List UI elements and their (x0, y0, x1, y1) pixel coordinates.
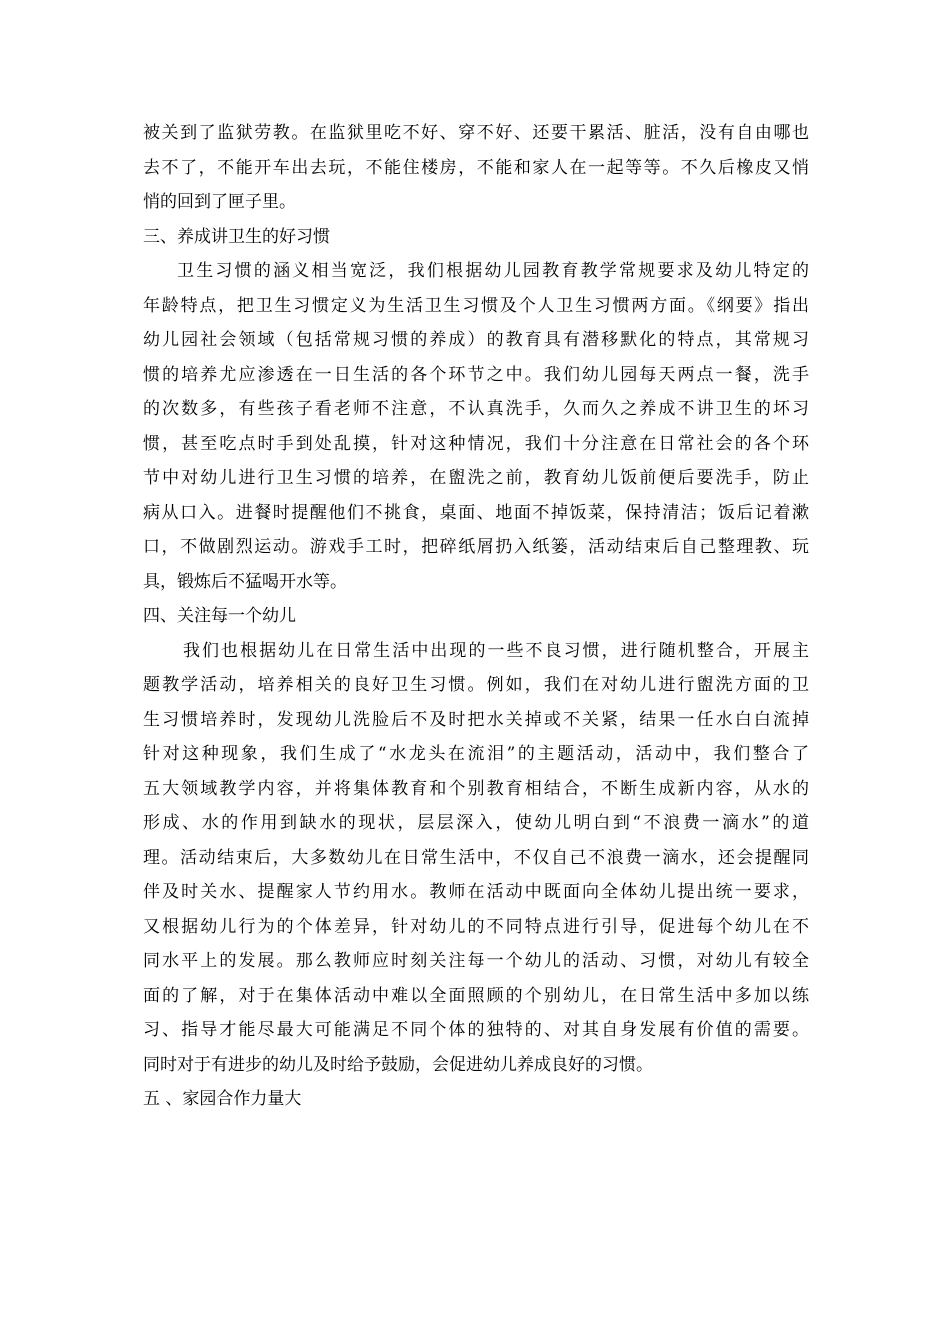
paragraph-line: 具，锻炼后不猛喝开水等。 (143, 571, 347, 592)
paragraph-line: 同时对于有进步的幼儿及时给予鼓励，会促进幼儿养成良好的习惯。 (143, 1054, 653, 1075)
paragraph-line: 针对这种现象，我们生成了“水龙头在流泪”的主题活动，活动中，我们整合了 (143, 744, 809, 764)
paragraph-line: 伴及时关水、提醒家人节约用水。教师在活动中既面向全体幼儿提出统一要求， (143, 882, 809, 902)
paragraph-line: 生习惯培养时，发现幼儿洗脸后不及时把水关掉或不关紧，结果一任水白白流掉 (143, 709, 809, 730)
paragraph-line: 幼儿园社会领域（包括常规习惯的养成）的教育具有潜移默化的特点，其常规习 (143, 330, 809, 350)
paragraph-prison (143, 116, 809, 220)
paragraph-line: 去不了，不能开车出去玩，不能住楼房，不能和家人在一起等等。不久后橡皮又悄 (143, 157, 809, 178)
paragraph-line: 的次数多，有些孩子看老师不注意，不认真洗手，久而久之养成不讲卫生的坏习 (143, 399, 809, 419)
paragraph-line: 理。活动结束后，大多数幼儿在日常生活中，不仅自己不浪费一滴水，还会提醒同 (143, 847, 809, 868)
section-heading-hygiene: 三、养成讲卫生的好习惯 (143, 226, 330, 247)
paragraph-line: 惯的培养尤应渗透在一日生活的各个环节之中。我们幼儿园每天两点一餐，洗手 (143, 364, 809, 385)
paragraph-every-child (143, 634, 809, 1083)
paragraph-line: 口，不做剧烈运动。游戏手工时，把碎纸屑扔入纸篓，活动结束后自己整理教、玩 (143, 537, 809, 557)
document-page (143, 116, 809, 1117)
paragraph-line: 同水平上的发展。那么教师应时刻关注每一个幼儿的活动、习惯，对幼儿有较全 (143, 951, 809, 971)
paragraph-line: 卫生习惯的涵义相当宽泛，我们根据幼儿园教育教学常规要求及幼儿特定的 (177, 261, 809, 281)
paragraph-line: 病从口入。进餐时提醒他们不挑食，桌面、地面不掉饭菜，保持清洁；饭后记着漱 (143, 502, 809, 523)
paragraph-line: 形成、水的作用到缺水的现状，层层深入，使幼儿明白到“不浪费一滴水”的道 (143, 813, 809, 833)
paragraph-line: 题教学活动，培养相关的良好卫生习惯。例如，我们在对幼儿进行盥洗方面的卫 (143, 675, 809, 695)
paragraph-line: 习、指导才能尽最大可能满足不同个体的独特的、对其自身发展有价值的需要。 (143, 1020, 809, 1040)
paragraph-line: 年龄特点，把卫生习惯定义为生活卫生习惯及个人卫生习惯两方面。《纲要》指出 (143, 295, 809, 316)
paragraph-line: 面的了解，对于在集体活动中难以全面照顾的个别幼儿，在日常生活中多加以练 (143, 985, 809, 1006)
paragraph-line: 又根据幼儿行为的个体差异，针对幼儿的不同特点进行引导，促进每个幼儿在不 (143, 916, 809, 937)
paragraph-line: 我们也根据幼儿在日常生活中出现的一些不良习惯，进行随机整合，开展主 (183, 640, 809, 661)
paragraph-line: 五大领域教学内容，并将集体教育和个别教育相结合，不断生成新内容，从水的 (143, 778, 809, 799)
paragraph-line: 悄的回到了匣子里。 (143, 192, 296, 212)
paragraph-line: 节中对幼儿进行卫生习惯的培养，在盥洗之前，教育幼儿饭前便后要洗手，防止 (143, 468, 809, 488)
section-heading-home-school: 五 、家园合作力量大 (143, 1089, 302, 1109)
paragraph-hygiene-habits (143, 254, 809, 599)
paragraph-line: 被关到了监狱劳教。在监狱里吃不好、穿不好、还要干累活、脏活，没有自由哪也 (143, 123, 809, 143)
paragraph-line: 惯，甚至吃点时手到处乱摸，针对这种情况，我们十分注意在日常社会的各个环 (143, 433, 809, 454)
section-heading-every-child: 四、关注每一个幼儿 (143, 606, 296, 626)
